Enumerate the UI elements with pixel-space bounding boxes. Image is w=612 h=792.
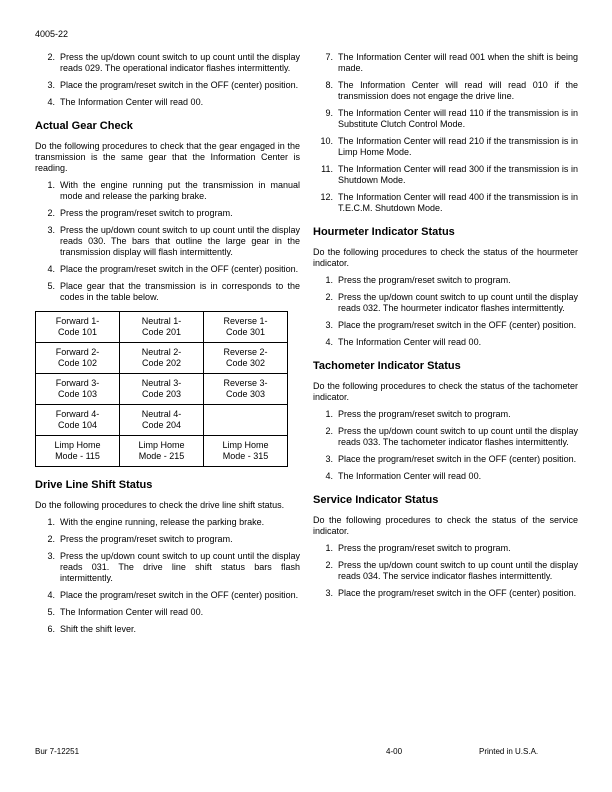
two-column-body — [0, 52, 612, 641]
list-item-text: Press the program/reset switch to program. — [338, 275, 511, 285]
list-item-number: 9. — [325, 108, 333, 118]
gear-code-table — [35, 311, 288, 467]
list-item-number: 1. — [325, 409, 333, 419]
list-item-number: 1. — [325, 275, 333, 285]
list-item-text: The Information Center will read 210 if the transmission is in Limp Home Mode. — [338, 136, 578, 157]
list-item — [313, 409, 578, 420]
list-item-number: 4. — [325, 337, 333, 347]
list-item — [313, 80, 578, 102]
list-item-number: 3. — [47, 80, 55, 90]
list-item-text: Press the program/reset switch to program. — [338, 543, 511, 553]
list-item-text: Press the up/down count switch to up count until the display reads 032. The hourmeter indicator flashes intermittently. — [338, 292, 578, 313]
table-cell: Forward 4- Code 104 — [36, 405, 120, 436]
page-header: 4005-22 — [35, 29, 69, 39]
table-cell: Forward 2- Code 102 — [36, 343, 120, 374]
column-right — [313, 52, 578, 641]
list-item — [313, 192, 578, 214]
list-item — [35, 534, 300, 545]
section-title-hourmeter-indicator-status: Hourmeter Indicator Status — [313, 226, 455, 238]
list-item-text: The Information Center will read 00. — [60, 97, 204, 107]
section-intro: Do the following procedures to check that the gear engaged in the transmission is the same gear that the Information Center is reading. — [35, 141, 300, 173]
footer-page-code: 4-00 — [386, 747, 403, 756]
table-cell: Neutral 4- Code 204 — [120, 405, 204, 436]
list-item-number: 5. — [47, 607, 55, 617]
table-cell: Reverse 1- Code 301 — [204, 312, 288, 343]
list-item — [313, 426, 578, 448]
section-title-tachometer-indicator-status: Tachometer Indicator Status — [313, 360, 461, 372]
list-item-number: 4. — [47, 97, 55, 107]
section-intro: Do the following procedures to check the status of the service indicator. — [313, 515, 578, 536]
list-item-number: 12. — [320, 192, 333, 202]
table-cell: Limp Home Mode - 215 — [120, 436, 204, 467]
list-item — [313, 588, 578, 599]
list-item — [313, 136, 578, 158]
list-item-text: Press the program/reset switch to program. — [60, 534, 233, 544]
section-title-drive-line-shift-status: Drive Line Shift Status — [35, 479, 153, 491]
list-item-number: 2. — [325, 292, 333, 302]
list-item — [313, 108, 578, 130]
list-item-text: The Information Center will read 300 if the transmission is in Shutdown Mode. — [338, 164, 578, 185]
list-item-text: Press the up/down count switch to up count until the display reads 029. The operational indicator flashes intermittently. — [60, 52, 300, 73]
list-item — [313, 320, 578, 331]
table-row — [36, 405, 288, 436]
list-item-text: Place the program/reset switch in the OFF (center) position. — [60, 590, 299, 600]
list-item-text: Press the program/reset switch to program. — [338, 409, 511, 419]
table-row — [36, 343, 288, 374]
list-item — [313, 543, 578, 554]
list-item — [35, 52, 300, 74]
list-item — [313, 52, 578, 74]
list-item-text: Place the program/reset switch in the OFF (center) position. — [338, 588, 577, 598]
list-item-number: 7. — [325, 52, 333, 62]
list-item-number: 1. — [325, 543, 333, 553]
list-item-number: 2. — [325, 560, 333, 570]
list-item-text: With the engine running, release the parking brake. — [60, 517, 265, 527]
section-intro: Do the following procedures to check the status of the hourmeter indicator. — [313, 247, 578, 268]
list-item — [35, 590, 300, 601]
list-item-text: The Information Center will read 00. — [60, 607, 204, 617]
list-item-number: 4. — [325, 471, 333, 481]
table-cell: Reverse 3- Code 303 — [204, 374, 288, 405]
list-item-text: Place gear that the transmission is in corresponds to the codes in the table below. — [60, 281, 300, 302]
list-item-text: The Information Center will read 400 if the transmission is in T.E.C.M. Shutdown Mode. — [338, 192, 578, 213]
list-item-text: The Information Center will read 00. — [338, 471, 482, 481]
list-item-number: 6. — [47, 624, 55, 634]
list-item-number: 3. — [47, 225, 55, 235]
list-item — [313, 164, 578, 186]
list-item — [313, 337, 578, 348]
list-item-number: 2. — [325, 426, 333, 436]
list-item-text: The Information Center will read 110 if the transmission is in Substitute Clutch Control Mode. — [338, 108, 578, 129]
list-item — [313, 275, 578, 286]
list-item-number: 5. — [47, 281, 55, 291]
list-item-text: Place the program/reset switch in the OFF (center) position. — [60, 264, 299, 274]
list-item-text: Press the up/down count switch to up count until the display reads 030. The bars that outline the large gear in the transmission display will flash intermittently. — [60, 225, 300, 257]
list-item — [35, 624, 300, 635]
table-cell: Limp Home Mode - 315 — [204, 436, 288, 467]
list-item — [35, 607, 300, 618]
list-item-text: The Information Center will read 00. — [338, 337, 482, 347]
list-item — [35, 264, 300, 275]
table-cell: Limp Home Mode - 115 — [36, 436, 120, 467]
list-item-number: 3. — [325, 454, 333, 464]
list-item — [35, 97, 300, 108]
list-item-number: 3. — [47, 551, 55, 561]
list-item-number: 4. — [47, 264, 55, 274]
list-item — [35, 551, 300, 584]
list-item-text: Place the program/reset switch in the OFF (center) position. — [338, 320, 577, 330]
column-left — [35, 52, 300, 641]
list-item — [313, 560, 578, 582]
list-item-text: Press the up/down count switch to up count until the display reads 033. The tachometer indicator flashes intermittently. — [338, 426, 578, 447]
list-item — [35, 80, 300, 91]
list-item-text: Place the program/reset switch in the OFF (center) position. — [60, 80, 299, 90]
list-item-text: Place the program/reset switch in the OFF (center) position. — [338, 454, 577, 464]
table-cell: Forward 1- Code 101 — [36, 312, 120, 343]
list-item-number: 2. — [47, 534, 55, 544]
table-row — [36, 436, 288, 467]
section-intro: Do the following procedures to check the drive line shift status. — [35, 500, 285, 510]
footer-printed-note: Printed in U.S.A. — [479, 747, 539, 756]
list-item-number: 3. — [325, 320, 333, 330]
list-item-text: Press the up/down count switch to up count until the display reads 031. The drive line shift status bars flash intermittently. — [60, 551, 300, 583]
table-cell: Neutral 2- Code 202 — [120, 343, 204, 374]
table-cell-empty — [204, 405, 288, 436]
list-item-number: 8. — [325, 80, 333, 90]
section-title-actual-gear-check: Actual Gear Check — [35, 120, 133, 132]
list-item-text: Press the program/reset switch to program. — [60, 208, 233, 218]
list-item-number: 3. — [325, 588, 333, 598]
list-item-number: 10. — [320, 136, 333, 146]
list-item-number: 2. — [47, 208, 55, 218]
list-item — [35, 281, 300, 303]
table-cell: Neutral 3- Code 203 — [120, 374, 204, 405]
list-item-number: 11. — [321, 164, 333, 174]
list-item-number: 2. — [47, 52, 55, 62]
section-intro: Do the following procedures to check the status of the tachometer indicator. — [313, 381, 578, 402]
table-cell: Neutral 1- Code 201 — [120, 312, 204, 343]
list-item-text: With the engine running put the transmission in manual mode and release the parking brake. — [60, 180, 300, 201]
table-row — [36, 374, 288, 405]
table-cell: Forward 3- Code 103 — [36, 374, 120, 405]
list-item-number: 4. — [47, 590, 55, 600]
list-item — [35, 180, 300, 202]
list-item — [35, 208, 300, 219]
table-cell: Reverse 2- Code 302 — [204, 343, 288, 374]
list-item — [313, 454, 578, 465]
list-item — [35, 225, 300, 258]
list-item — [313, 471, 578, 482]
list-item-text: Shift the shift lever. — [60, 624, 137, 634]
list-item-text: The Information Center will read 001 when the shift is being made. — [338, 52, 578, 73]
table-row — [36, 312, 288, 343]
page-footer — [0, 747, 612, 759]
list-item-number: 1. — [47, 180, 55, 190]
list-item — [35, 517, 300, 528]
list-item-text: The Information Center will read will read 010 if the transmission does not engage the drive line. — [338, 80, 578, 101]
section-title-service-indicator-status: Service Indicator Status — [313, 494, 439, 506]
list-item-text: Press the up/down count switch to up count until the display reads 034. The service indicator flashes intermittently. — [338, 560, 578, 581]
list-item-number: 1. — [47, 517, 55, 527]
footer-doc-number: Bur 7-12251 — [35, 747, 80, 756]
list-item — [313, 292, 578, 314]
